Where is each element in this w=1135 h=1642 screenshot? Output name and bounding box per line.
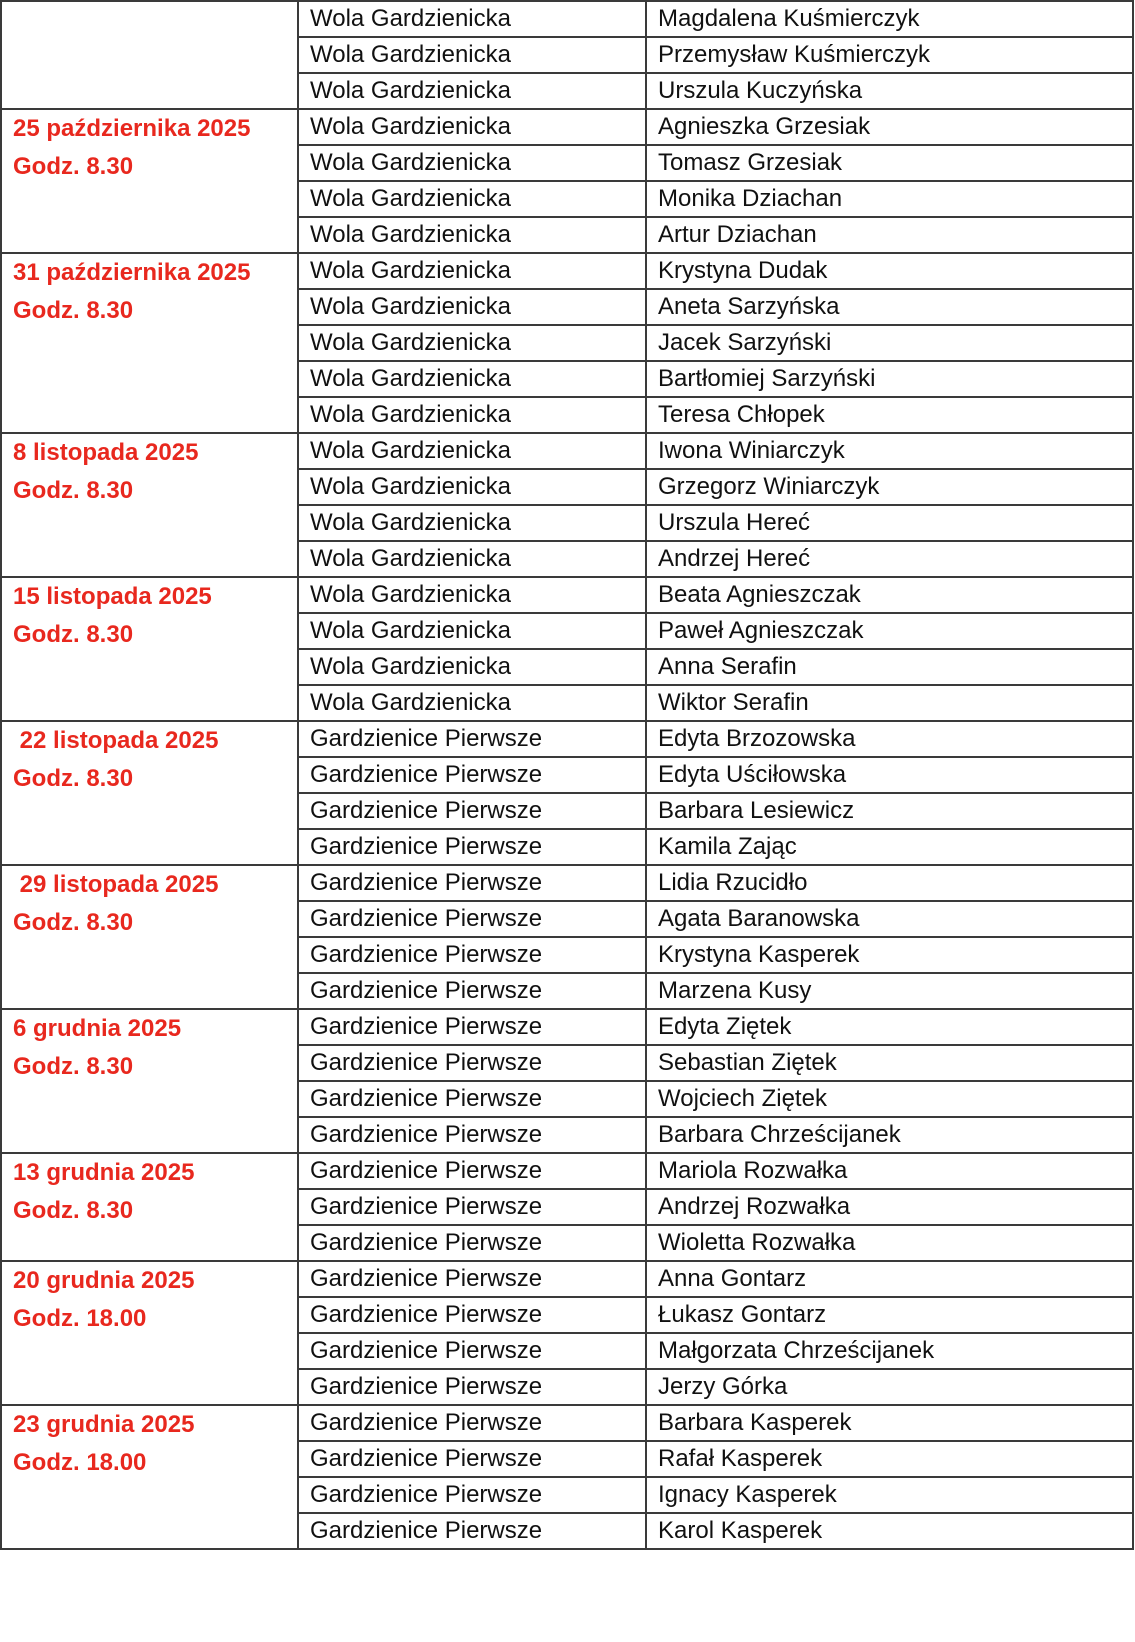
person-name-cell: Krystyna Kasperek <box>646 937 1133 973</box>
person-name-cell: Teresa Chłopek <box>646 397 1133 433</box>
person-name-cell: Grzegorz Winiarczyk <box>646 469 1133 505</box>
person-name-cell: Jerzy Górka <box>646 1369 1133 1405</box>
person-name-cell: Krystyna Dudak <box>646 253 1133 289</box>
location-cell: Gardzienice Pierwsze <box>298 901 646 937</box>
person-name-cell: Ignacy Kasperek <box>646 1477 1133 1513</box>
table-row <box>1 1261 1133 1297</box>
location-cell: Wola Gardzienicka <box>298 109 646 145</box>
person-name-cell: Kamila Zając <box>646 829 1133 865</box>
person-name-cell: Andrzej Hereć <box>646 541 1133 577</box>
person-name-cell: Monika Dziachan <box>646 181 1133 217</box>
person-name-cell: Iwona Winiarczyk <box>646 433 1133 469</box>
location-cell: Gardzienice Pierwsze <box>298 1405 646 1441</box>
date-cell <box>1 1153 298 1261</box>
location-cell: Wola Gardzienicka <box>298 685 646 721</box>
location-cell: Gardzienice Pierwsze <box>298 1045 646 1081</box>
person-name-cell: Anna Serafin <box>646 649 1133 685</box>
location-cell: Gardzienice Pierwsze <box>298 865 646 901</box>
location-cell: Gardzienice Pierwsze <box>298 1477 646 1513</box>
location-cell: Wola Gardzienicka <box>298 577 646 613</box>
person-name-cell: Łukasz Gontarz <box>646 1297 1133 1333</box>
session-time: Godz. 8.30 <box>13 1053 134 1080</box>
location-cell: Gardzienice Pierwsze <box>298 1369 646 1405</box>
person-name-cell: Barbara Chrześcijanek <box>646 1117 1133 1153</box>
table-row <box>1 253 1133 289</box>
session-time: Godz. 8.30 <box>13 765 134 792</box>
location-cell: Wola Gardzienicka <box>298 397 646 433</box>
session-date: 25 października 2025 <box>13 115 251 142</box>
location-cell: Gardzienice Pierwsze <box>298 1225 646 1261</box>
date-cell <box>1 721 298 865</box>
table-row <box>1 721 1133 757</box>
session-time: Godz. 8.30 <box>13 1197 134 1224</box>
person-name-cell: Agnieszka Grzesiak <box>646 109 1133 145</box>
person-name-cell: Jacek Sarzyński <box>646 325 1133 361</box>
person-name-cell: Sebastian Ziętek <box>646 1045 1133 1081</box>
location-cell: Gardzienice Pierwsze <box>298 793 646 829</box>
date-cell <box>1 1 298 109</box>
person-name-cell: Edyta Uściłowska <box>646 757 1133 793</box>
location-cell: Gardzienice Pierwsze <box>298 1297 646 1333</box>
session-date: 6 grudnia 2025 <box>13 1015 182 1042</box>
person-name-cell: Tomasz Grzesiak <box>646 145 1133 181</box>
date-cell <box>1 1261 298 1405</box>
table-row <box>1 865 1133 901</box>
session-time: Godz. 8.30 <box>13 477 134 504</box>
date-cell <box>1 253 298 433</box>
person-name-cell: Edyta Ziętek <box>646 1009 1133 1045</box>
session-date: 23 grudnia 2025 <box>13 1411 195 1438</box>
session-date: 8 listopada 2025 <box>13 439 199 466</box>
location-cell: Wola Gardzienicka <box>298 505 646 541</box>
location-cell: Wola Gardzienicka <box>298 613 646 649</box>
location-cell: Gardzienice Pierwsze <box>298 757 646 793</box>
location-cell: Wola Gardzienicka <box>298 145 646 181</box>
location-cell: Wola Gardzienicka <box>298 433 646 469</box>
location-cell: Gardzienice Pierwsze <box>298 1009 646 1045</box>
location-cell: Wola Gardzienicka <box>298 1 646 37</box>
location-cell: Wola Gardzienicka <box>298 37 646 73</box>
table-row <box>1 433 1133 469</box>
location-cell: Gardzienice Pierwsze <box>298 1117 646 1153</box>
location-cell: Gardzienice Pierwsze <box>298 721 646 757</box>
person-name-cell: Beata Agnieszczak <box>646 577 1133 613</box>
location-cell: Gardzienice Pierwsze <box>298 1081 646 1117</box>
person-name-cell: Edyta Brzozowska <box>646 721 1133 757</box>
person-name-cell: Wojciech Ziętek <box>646 1081 1133 1117</box>
location-cell: Gardzienice Pierwsze <box>298 1441 646 1477</box>
person-name-cell: Rafał Kasperek <box>646 1441 1133 1477</box>
location-cell: Wola Gardzienicka <box>298 469 646 505</box>
person-name-cell: Anna Gontarz <box>646 1261 1133 1297</box>
session-date: 13 grudnia 2025 <box>13 1159 195 1186</box>
location-cell: Wola Gardzienicka <box>298 181 646 217</box>
session-time: Godz. 18.00 <box>13 1305 147 1332</box>
session-date: 20 grudnia 2025 <box>13 1267 195 1294</box>
schedule-body <box>1 1 1133 1549</box>
date-cell <box>1 1405 298 1549</box>
date-cell <box>1 433 298 577</box>
location-cell: Gardzienice Pierwsze <box>298 1333 646 1369</box>
person-name-cell: Barbara Lesiewicz <box>646 793 1133 829</box>
location-cell: Gardzienice Pierwsze <box>298 1189 646 1225</box>
table-row <box>1 577 1133 613</box>
person-name-cell: Andrzej Rozwałka <box>646 1189 1133 1225</box>
location-cell: Gardzienice Pierwsze <box>298 1153 646 1189</box>
person-name-cell: Artur Dziachan <box>646 217 1133 253</box>
person-name-cell: Bartłomiej Sarzyński <box>646 361 1133 397</box>
session-time: Godz. 8.30 <box>13 153 134 180</box>
session-time: Godz. 8.30 <box>13 909 134 936</box>
person-name-cell: Urszula Hereć <box>646 505 1133 541</box>
location-cell: Wola Gardzienicka <box>298 217 646 253</box>
person-name-cell: Agata Baranowska <box>646 901 1133 937</box>
location-cell: Wola Gardzienicka <box>298 361 646 397</box>
location-cell: Wola Gardzienicka <box>298 325 646 361</box>
person-name-cell: Urszula Kuczyńska <box>646 73 1133 109</box>
date-cell <box>1 109 298 253</box>
person-name-cell: Lidia Rzucidło <box>646 865 1133 901</box>
date-cell <box>1 1009 298 1153</box>
person-name-cell: Przemysław Kuśmierczyk <box>646 37 1133 73</box>
date-cell <box>1 865 298 1009</box>
location-cell: Wola Gardzienicka <box>298 253 646 289</box>
person-name-cell: Barbara Kasperek <box>646 1405 1133 1441</box>
location-cell: Wola Gardzienicka <box>298 541 646 577</box>
location-cell: Gardzienice Pierwsze <box>298 829 646 865</box>
table-row <box>1 1405 1133 1441</box>
person-name-cell: Małgorzata Chrześcijanek <box>646 1333 1133 1369</box>
location-cell: Gardzienice Pierwsze <box>298 1513 646 1549</box>
session-date: 31 października 2025 <box>13 259 251 286</box>
person-name-cell: Karol Kasperek <box>646 1513 1133 1549</box>
location-cell: Wola Gardzienicka <box>298 73 646 109</box>
location-cell: Gardzienice Pierwsze <box>298 937 646 973</box>
date-cell <box>1 577 298 721</box>
session-time: Godz. 18.00 <box>13 1449 147 1476</box>
location-cell: Wola Gardzienicka <box>298 289 646 325</box>
session-date: 22 listopada 2025 <box>13 727 219 754</box>
person-name-cell: Wiktor Serafin <box>646 685 1133 721</box>
person-name-cell: Marzena Kusy <box>646 973 1133 1009</box>
person-name-cell: Paweł Agnieszczak <box>646 613 1133 649</box>
location-cell: Gardzienice Pierwsze <box>298 1261 646 1297</box>
person-name-cell: Wioletta Rozwałka <box>646 1225 1133 1261</box>
person-name-cell: Mariola Rozwałka <box>646 1153 1133 1189</box>
table-row <box>1 109 1133 145</box>
table-row <box>1 1 1133 37</box>
person-name-cell: Aneta Sarzyńska <box>646 289 1133 325</box>
session-time: Godz. 8.30 <box>13 297 134 324</box>
table-row <box>1 1009 1133 1045</box>
location-cell: Gardzienice Pierwsze <box>298 973 646 1009</box>
location-cell: Wola Gardzienicka <box>298 649 646 685</box>
session-date: 15 listopada 2025 <box>13 583 212 610</box>
session-date: 29 listopada 2025 <box>13 871 219 898</box>
session-time: Godz. 8.30 <box>13 621 134 648</box>
table-row <box>1 1153 1133 1189</box>
person-name-cell: Magdalena Kuśmierczyk <box>646 1 1133 37</box>
